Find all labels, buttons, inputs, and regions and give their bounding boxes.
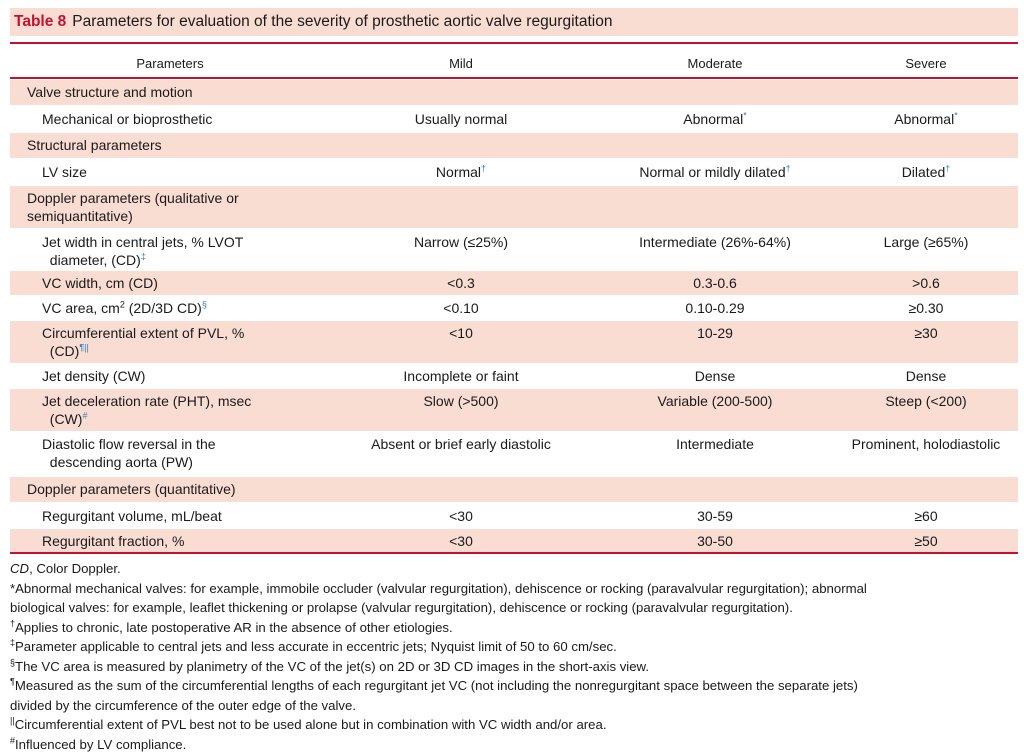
table-row bbox=[10, 271, 1018, 295]
moderate-value: 0.3-0.6 bbox=[693, 275, 737, 291]
severe-value: Dilated† bbox=[901, 163, 951, 180]
moderate-value: 30-59 bbox=[697, 508, 733, 524]
moderate-value: Intermediate (26%-64%) bbox=[639, 234, 791, 250]
footnotes bbox=[10, 559, 1018, 754]
severe-value: ≥60 bbox=[914, 508, 938, 524]
table-number: Table 8 bbox=[14, 13, 67, 30]
severe-value: Large (≥65%) bbox=[883, 234, 969, 250]
param-label: Jet deceleration rate (PHT), msec (CW)# bbox=[42, 393, 252, 427]
severe-value: ≥0.30 bbox=[908, 300, 944, 316]
severe-value: Steep (<200) bbox=[885, 393, 967, 409]
table-row bbox=[10, 364, 1018, 388]
mild-value: Usually normal bbox=[414, 111, 508, 127]
mild-value: Narrow (≤25%) bbox=[413, 234, 509, 250]
table-row bbox=[10, 107, 1018, 132]
moderate-value: Variable (200-500) bbox=[657, 393, 773, 409]
severe-value: Prominent, holodiastolic bbox=[851, 436, 1001, 452]
table-row bbox=[10, 504, 1018, 528]
mild-value: <0.3 bbox=[447, 275, 475, 291]
header-row bbox=[10, 44, 1018, 77]
table-caption: Parameters for evaluation of the severity of prosthetic aortic valve regurgitation bbox=[72, 13, 613, 30]
moderate-value: Normal or mildly dilated† bbox=[639, 163, 791, 180]
header-parameters: Parameters bbox=[136, 56, 204, 71]
mild-value: Slow (>500) bbox=[423, 393, 499, 409]
footnote-asterisk: *Abnormal mechanical valves: for example, immobile occluder (valvular regurgitation), dehiscence or rocking (paravalvular regurgitation); abnormal biological valves: for example, leaflet thickening or prolapse (valvular regurgitation), dehiscence or rocking (paravalvular regurgitation). bbox=[10, 580, 867, 615]
moderate-value: Intermediate bbox=[676, 436, 754, 452]
section-label: Structural parameters bbox=[27, 137, 162, 153]
footnote-pilcrow: ¶Measured as the sum of the circumferential lengths of each regurgitant jet VC (not including the nonregurgitant space between the separate jets) divided by the circumference of the outer edge of the valve. bbox=[10, 676, 858, 713]
param-label: VC width, cm (CD) bbox=[42, 275, 158, 291]
section-label: Doppler parameters (quantitative) bbox=[27, 481, 236, 497]
param-label: Regurgitant fraction, % bbox=[42, 533, 185, 549]
mild-value: <30 bbox=[449, 533, 473, 549]
moderate-value: Dense bbox=[694, 368, 736, 384]
header-moderate: Moderate bbox=[687, 56, 743, 71]
table-row bbox=[10, 321, 1018, 363]
section-row bbox=[10, 186, 1018, 228]
param-label: Jet density (CW) bbox=[42, 368, 146, 384]
header-mild: Mild bbox=[449, 56, 473, 71]
param-label: Regurgitant volume, mL/beat bbox=[42, 508, 222, 524]
table-row bbox=[10, 296, 1018, 320]
param-label: Jet width in central jets, % LVOT diameter, (CD)‡ bbox=[42, 234, 244, 268]
header-rule bbox=[10, 77, 1018, 79]
moderate-value: 0.10-0.29 bbox=[685, 300, 745, 316]
mild-value: Absent or brief early diastolic bbox=[371, 436, 551, 452]
moderate-value: Abnormal* bbox=[683, 110, 747, 127]
section-label: Valve structure and motion bbox=[27, 84, 193, 100]
table-row bbox=[10, 230, 1018, 270]
section-row bbox=[10, 133, 1018, 158]
header-severe: Severe bbox=[905, 56, 947, 71]
section-label: Doppler parameters (qualitative or semiquantitative) bbox=[27, 190, 239, 224]
mild-value: Normal† bbox=[435, 163, 487, 180]
table-row bbox=[10, 389, 1018, 431]
table-row bbox=[10, 160, 1018, 185]
table-row bbox=[10, 432, 1018, 476]
moderate-value: 10-29 bbox=[697, 325, 733, 341]
severe-value: Dense bbox=[905, 368, 947, 384]
section-row bbox=[10, 477, 1018, 502]
footnote-cd: CD, Color Doppler. bbox=[10, 561, 121, 576]
param-label: Circumferential extent of PVL, % (CD)¶|| bbox=[42, 325, 245, 359]
table-title bbox=[10, 8, 1018, 36]
mild-value: <30 bbox=[449, 508, 473, 524]
footnote-hash: #Influenced by LV compliance. bbox=[10, 735, 187, 752]
param-label: Mechanical or bioprosthetic bbox=[42, 111, 213, 127]
param-label: VC area, $cm^2$ (2D/3D CD)§ bbox=[42, 299, 207, 316]
footnote-dagger: †Applies to chronic, late postoperative AR in the absence of other etiologies. bbox=[10, 618, 453, 635]
mild-value: <10 bbox=[449, 325, 473, 341]
section-row bbox=[10, 80, 1018, 105]
severe-value: Abnormal* bbox=[894, 110, 958, 127]
mild-value: <0.10 bbox=[443, 300, 479, 316]
param-label: Diastolic flow reversal in the descending aorta (PW) bbox=[42, 436, 216, 470]
mild-value: Incomplete or faint bbox=[403, 368, 519, 384]
severe-value: >0.6 bbox=[912, 275, 940, 291]
table-row bbox=[10, 529, 1018, 552]
footnote-parallel: ||Circumferential extent of PVL best not to be used alone but in combination with VC width and/or area. bbox=[10, 715, 607, 732]
footnote-double-dagger: ‡Parameter applicable to central jets and less accurate in eccentric jets; Nyquist limit of 50 to 60 cm/sec. bbox=[10, 637, 617, 654]
param-label: LV size bbox=[42, 164, 87, 180]
moderate-value: 30-50 bbox=[697, 533, 733, 549]
footnote-section: §The VC area is measured by planimetry of the VC of the jet(s) on 2D or 3D CD images in the short-axis view. bbox=[10, 657, 650, 674]
bottom-rule bbox=[10, 552, 1018, 554]
severe-value: ≥50 bbox=[914, 533, 938, 549]
severe-value: ≥30 bbox=[914, 325, 938, 341]
